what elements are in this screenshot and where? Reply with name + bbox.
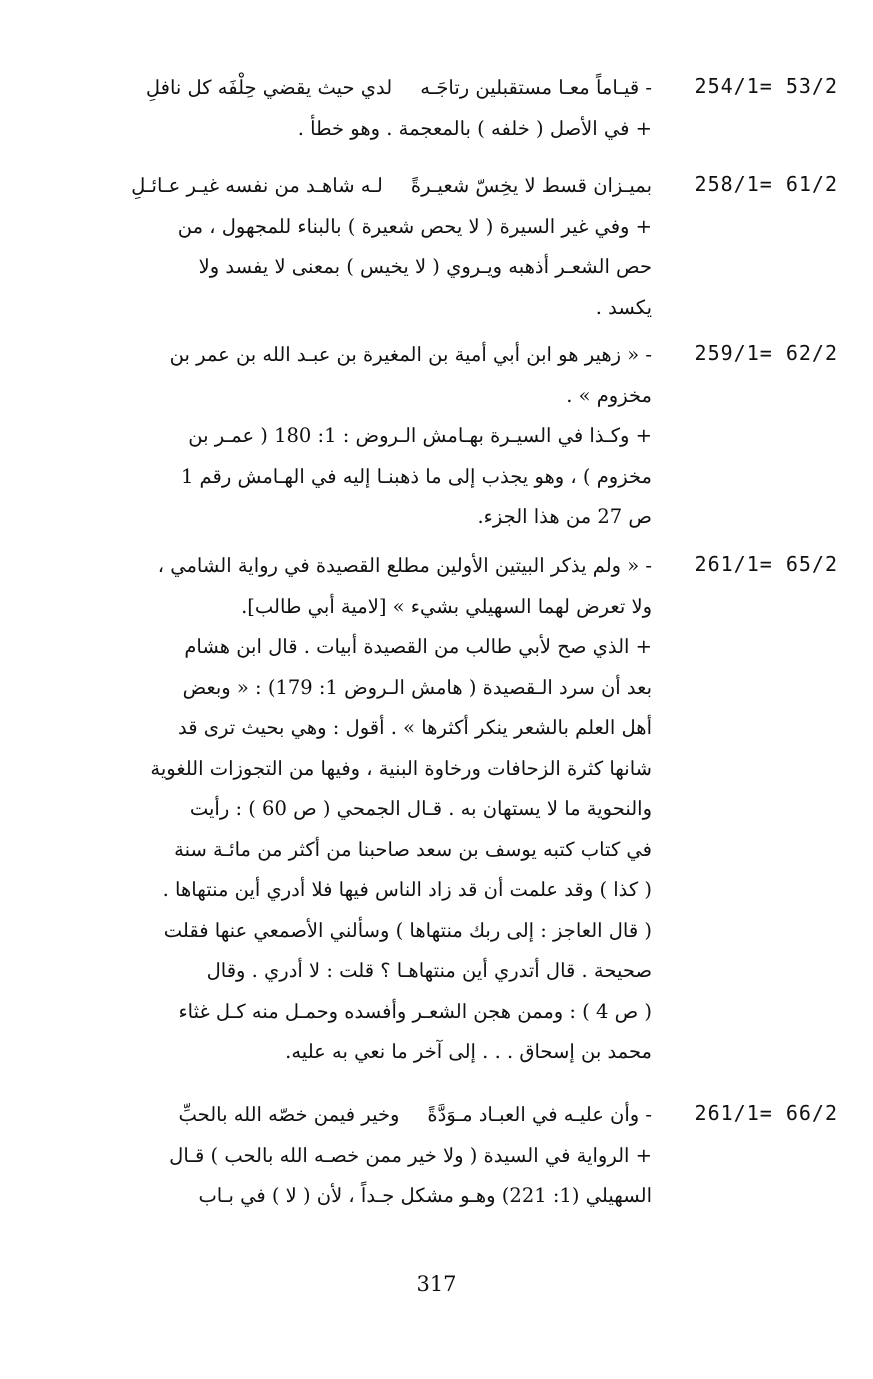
entry-line: ( قال العاجز : إلى ربك منتهاها ) وسألني الأصمعي عنها فقلت (163, 918, 652, 942)
entry-line: + الذي صح لأبي طالب من القصيدة أبيات . قال ابن هشام (184, 635, 652, 658)
entry-line: + الرواية في السيدة ( ولا خير ممن خصـه الله بالحب ) قـال (169, 1143, 652, 1167)
entry-body (90, 1095, 652, 1217)
entry-line: شانها كثرة الزحافات ورخاوة البنية ، وفيها من التجوزات اللغوية (150, 756, 652, 780)
entry-line: - « ولم يذكر البيتين الأولين مطلع القصيدة في رواية الشامي ، (157, 554, 652, 577)
entry-line: ص 27 من هذا الجزء. (477, 505, 652, 528)
poetry-verse (90, 166, 652, 207)
entry-line: والنحوية ما لا يستهان به . قـال الجمحي ( ص 60 ) : رأيت (189, 797, 652, 820)
entry-reference: 261/1= 65/2 (694, 552, 838, 576)
entry-line: بعد أن سرد الـقصيدة ( هامش الـروض 1: 179) : « وبعض (182, 675, 652, 699)
poetry-verse (90, 1095, 652, 1136)
entry-line: محمد بن إسحاق . . . إلى آخر ما نعي به عليه. (285, 1040, 652, 1063)
entry-line: + في الأصل ( خلفه ) بالمعجمة . وهو خطأ . (297, 116, 652, 140)
entry-line: + وكـذا في السيـرة بهـامش الـروض : 1: 180 ( عمـر بن (188, 424, 652, 447)
entry-line: - « زهير هو ابن أبي أمية بن المغيرة بن عبـد الله بن عمر بن (169, 343, 652, 366)
verse-first-hemistich: - وأن عليـه في العبـاد مـوَدَّةً (427, 1103, 652, 1126)
entry-line: حص الشعـر أذهبه ويـروي ( لا يخيس ) بمعنى لا يفسد ولا (198, 255, 652, 278)
page-number: 317 (416, 1272, 457, 1296)
entry-line: ( كذا ) وقد علمت أن قد زاد الناس فيها فلا أدري أين منتهاها . (162, 878, 652, 901)
entry-reference: 261/1= 66/2 (694, 1101, 838, 1125)
entry-line: صحيحة . قال أتدري أين منتهاهـا ؟ قلت : لا أدري . وقال (206, 959, 652, 982)
verse-second-hemistich: لدي حيث يقضي حِلْفَه كل نافلِ (145, 76, 393, 99)
entry-reference: 254/1= 53/2 (694, 74, 838, 98)
entry-body (90, 68, 652, 149)
entry-line: ( ص 4 ) : وممن هجن الشعـر وأفسده وحمـل منه كـل غثاء (178, 999, 652, 1023)
entry-line: أهل العلم بالشعر ينكر أكثرها » . أقول : وهي بحيث ترى قد (177, 716, 652, 739)
poetry-verse (90, 68, 652, 109)
entry-reference: 258/1= 61/2 (694, 172, 838, 196)
entry-line: يكسد . (595, 295, 652, 319)
entry-body (90, 335, 652, 538)
verse-second-hemistich: وخير فيمن خصّه الله بالحبِّ (178, 1103, 400, 1126)
entry-line: السهيلي (1: 221) وهـو مشكل جـداً ، لأن ( لا ) في بـاب (198, 1184, 652, 1207)
verse-second-hemistich: لـه شاهـد من نفسه غيـر عـائـلِ (131, 174, 383, 197)
entry-line: مخزوم » . (566, 383, 652, 407)
entry-line: في كتاب كتبه يوسف بن سعد صاحبنا من أكثر من مائـة سنة (174, 837, 652, 861)
entry-body (90, 546, 652, 1073)
entry-line: + وفي غير السيرة ( لا يحص شعيرة ) بالبناء للمجهول ، من (177, 214, 652, 238)
entry-reference: 259/1= 62/2 (694, 341, 838, 365)
entry-line: مخزوم ) ، وهو يجذب إلى ما ذهبنـا إليه في الهـامش رقم 1 (180, 464, 652, 488)
entry-line: ولا تعرض لهما السهيلي بشيء » [لامية أبي طالب]. (241, 594, 652, 618)
verse-first-hemistich: - قيـاماً معـا مستقبلين رتاجَـه (420, 76, 652, 99)
entry-body (90, 166, 652, 328)
verse-first-hemistich: بميـزان قسط لا يخِسّ شعيـرةً (410, 174, 652, 197)
